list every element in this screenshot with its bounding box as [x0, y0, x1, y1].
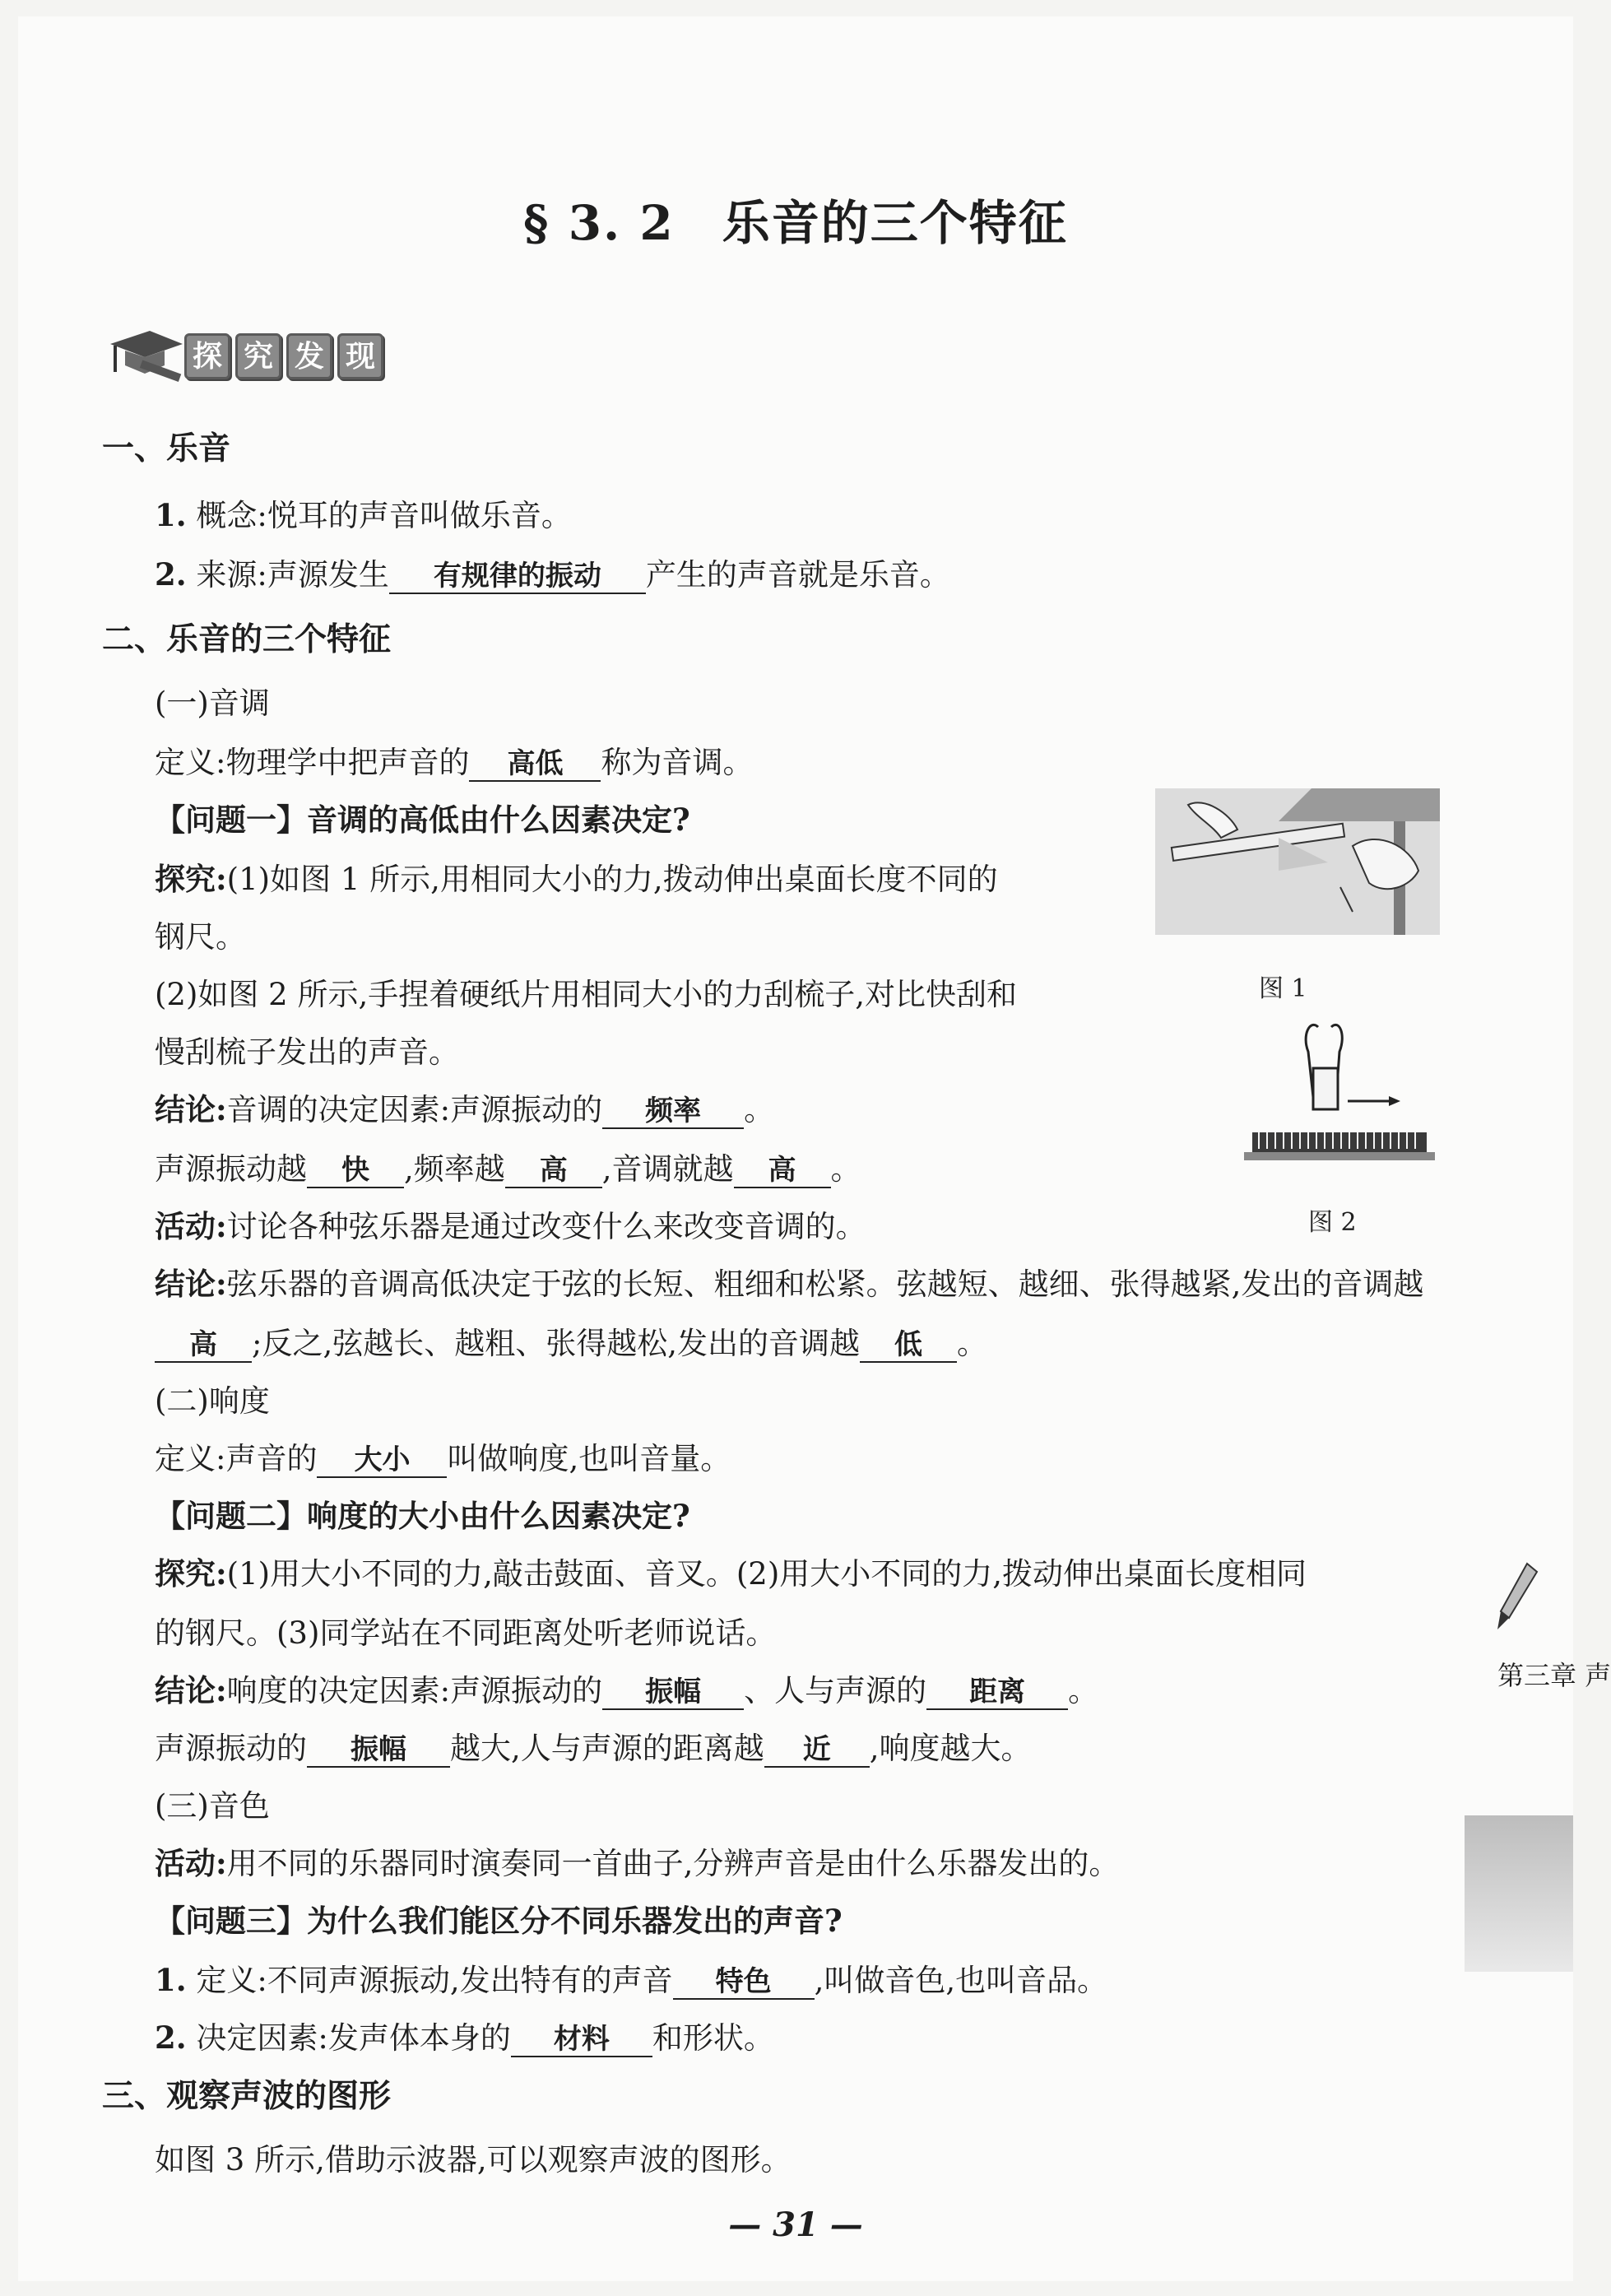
subheading-timbre: (三)音色 — [155, 1788, 270, 1824]
subheading-pitch: (一)音调 — [155, 686, 270, 721]
figure-2-label: 图 2 — [1308, 1208, 1357, 1237]
concept-line: 1. 概念:悦耳的声音叫做乐音。 — [155, 497, 572, 533]
section-title: 乐音的三个特征 — [722, 195, 1068, 251]
subheading-loudness: (二)响度 — [155, 1383, 270, 1419]
pitch-definition: 定义:物理学中把声音的 高低 称为音调。 — [155, 745, 754, 780]
waveform-text: 如图 3 所示,借助示波器,可以观察声波的图形。 — [155, 2142, 792, 2177]
heading-three-features: 二、乐音的三个特征 — [102, 620, 392, 658]
answer-blank: 高低 — [469, 747, 601, 782]
chapter-tab — [1465, 1560, 1611, 1972]
pencil-icon — [1494, 1560, 1540, 1634]
figure-1-ruler-illustration — [1155, 788, 1440, 935]
timbre-factors: 2. 决定因素:发声体本身的 材料 和形状。 — [155, 2019, 774, 2056]
question-one: 【问题一】音调的高低由什么因素决定? — [155, 802, 690, 838]
conclusion-amplitude-detail: 声源振动的 振幅 越大,人与声源的距离越 近 ,响度越大。 — [155, 1731, 1032, 1766]
banner-char: 探 — [184, 333, 230, 379]
conclusion-frequency-detail: 声源振动越 快 ,频率越 高 ,音调就越 高 。 — [155, 1151, 861, 1187]
chapter-tab-label: 第三章 声 — [1497, 1660, 1611, 1691]
activity-one: 活动:讨论各种弦乐器是通过改变什么来改变音调的。 — [155, 1208, 866, 1244]
conclusion-strings-line1: 结论:弦乐器的音调高低决定于弦的长短、粗细和松紧。弦越短、越细、张得越紧,发出的音调越 — [155, 1266, 1424, 1302]
section-number: § 3. 2 — [523, 195, 675, 251]
explore-one-line1: 探究:(1)如图 1 所示,用相同大小的力,拨动伸出桌面长度不同的 — [155, 861, 998, 897]
answer-blank: 高 — [505, 1154, 602, 1188]
answer-blank: 特色 — [673, 1965, 815, 2000]
explore-two-line2: 慢刮梳子发出的声音。 — [155, 1034, 459, 1070]
answer-blank: 材料 — [511, 2023, 652, 2057]
graduation-cap-icon — [107, 329, 184, 383]
answer-blank: 振幅 — [602, 1676, 744, 1710]
answer-blank: 有规律的振动 — [389, 560, 646, 594]
answer-blank: 快 — [307, 1154, 404, 1188]
explore-two-line1: (2)如图 2 所示,手捏着硬纸片用相同大小的力刮梳子,对比快刮和 — [155, 977, 1017, 1012]
tab-gradient-bar — [1465, 1815, 1573, 1972]
question-three: 【问题三】为什么我们能区分不同乐器发出的声音? — [155, 1903, 843, 1939]
conclusion-amplitude: 结论:响度的决定因素:声源振动的 振幅 、人与声源的 距离 。 — [155, 1672, 1099, 1708]
heading-waveform: 三、观察声波的图形 — [102, 2077, 392, 2115]
answer-blank: 频率 — [602, 1095, 744, 1129]
figure-1-label: 图 1 — [1259, 974, 1307, 1003]
conclusion-strings-line2: 高 ;反之,弦越长、越粗、张得越松,发出的音调越 低 。 — [155, 1318, 987, 1363]
answer-blank: 高 — [734, 1154, 831, 1188]
explore-banner — [107, 329, 388, 383]
loudness-definition: 定义:声音的 大小 叫做响度,也叫音量。 — [155, 1441, 731, 1476]
answer-blank: 振幅 — [307, 1733, 450, 1768]
heading-musical-sound: 一、乐音 — [102, 430, 231, 467]
explore-three-line2: 的钢尺。(3)同学站在不同距离处听老师说话。 — [155, 1615, 777, 1651]
banner-char: 现 — [337, 333, 383, 379]
figure-2-comb-illustration — [1244, 1019, 1435, 1183]
answer-blank: 大小 — [317, 1443, 447, 1478]
banner-char: 发 — [286, 333, 332, 379]
explore-one-line2: 钢尺。 — [155, 919, 246, 955]
activity-two: 活动:用不同的乐器同时演奏同一首曲子,分辨声音是由什么乐器发出的。 — [155, 1845, 1120, 1881]
page-number: — 31 — — [728, 2205, 863, 2244]
explore-three-line1: 探究:(1)用大小不同的力,敲击鼓面、音叉。(2)用大小不同的力,拨动伸出桌面长度相同 — [155, 1555, 1307, 1592]
banner-char: 究 — [235, 333, 281, 379]
conclusion-frequency: 结论:音调的决定因素:声源振动的 频率 。 — [155, 1091, 775, 1127]
answer-blank: 近 — [764, 1733, 870, 1768]
answer-blank: 低 — [860, 1328, 957, 1363]
question-two: 【问题二】响度的大小由什么因素决定? — [155, 1498, 690, 1534]
answer-blank: 高 — [155, 1328, 252, 1363]
source-line: 2. 来源:声源发生 有规律的振动 产生的声音就是乐音。 — [155, 556, 950, 593]
timbre-definition: 1. 定义:不同声源振动,发出特有的声音 特色 ,叫做音色,也叫音品。 — [155, 1962, 1108, 1998]
page-title — [0, 184, 1591, 253]
answer-blank: 距离 — [926, 1676, 1068, 1710]
